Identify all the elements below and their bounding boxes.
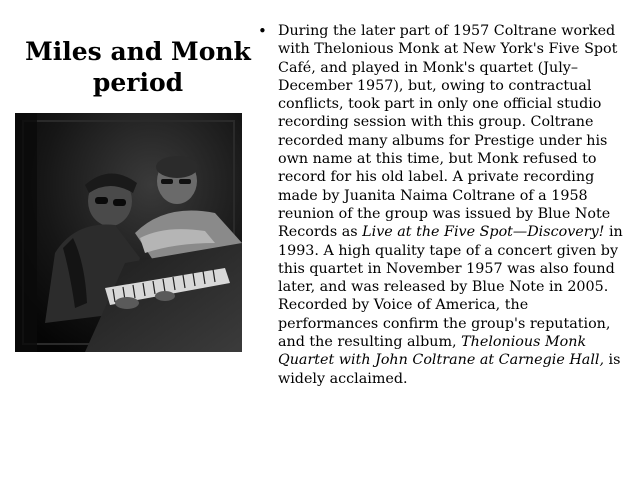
paragraph-text-2: in 1993. A high quality tape of a concert given by this quartet in November 1957 was also found later, and was released by Blue Note in 2005. Recorded by Voice of America, the performances confirm the group's reputation, and the resulting album, xyxy=(278,224,623,351)
paragraph-text-1: During the later part of 1957 Coltrane worked with Thelonious Monk at New York's Five Spot Café, and played in Monk's quartet (July–December 1957), but, owing to contractual conflicts, took part in only one official studio recording session with this group. Coltrane recorded many albums for Prestige under his own name at this time, but Monk refused to record for his old label. A private recording made by Juanita Naima Coltrane of a 1958 reunion of the group was issued by Blue Note Records as xyxy=(278,23,618,241)
bullet: • xyxy=(258,22,267,40)
list-item xyxy=(258,22,624,388)
album-title-live-at-five-spot: Live at the Five Spot—Discovery! xyxy=(362,224,605,241)
paragraph-text-3: is widely acclaimed. xyxy=(278,352,621,387)
content-list xyxy=(258,22,624,388)
album-title-carnegie-hall: Thelonious Monk Quartet with John Coltrane at Carnegie Hall, xyxy=(278,334,605,369)
slide-title: Miles and Monk period xyxy=(25,37,251,97)
photo-monk-at-piano xyxy=(15,113,242,352)
photograph-icon xyxy=(15,113,242,352)
